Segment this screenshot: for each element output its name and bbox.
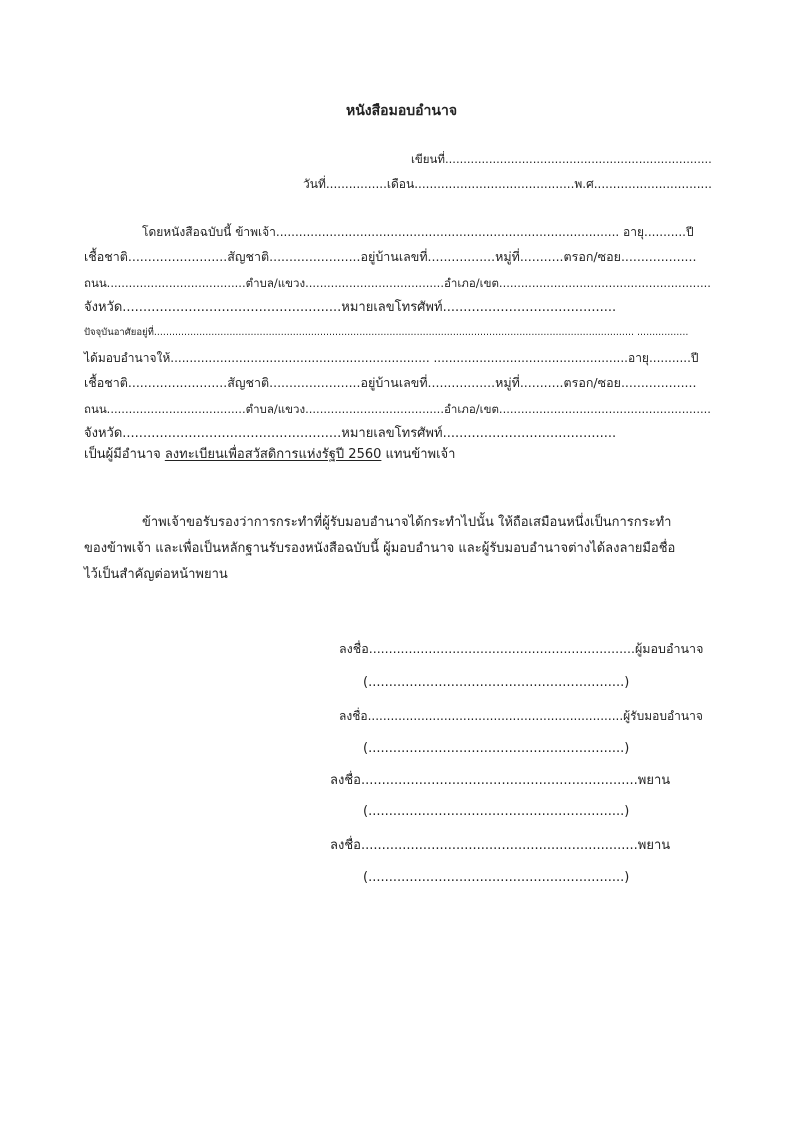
purpose-underlined: ลงทะเบียนเพื่อสวัสดิการแห่งรัฐปี 2560 — [164, 447, 382, 462]
grantor-line-5: ปัจจุบันอาศัยอยู่ที่............................................................................................................................................................... ................. — [84, 327, 689, 338]
signature-line-grantor: ลงชื่อ...................................................................ผู้มอบอำนาจ — [339, 641, 704, 656]
grantee-line-2: เชื้อชาติ.........................สัญชาติ.......................อยู่บ้านเลขที่.................หมู่ที่...........ตรอก/ซอย................... — [84, 375, 697, 390]
certification-line-2: ของข้าพเจ้า และเพื่อเป็นหลักฐานรับรองหนังสือฉบับนี้ ผู้มอบอำนาจ และผู้รับมอบอำนาจต่างได้ลงลายมือชื่อ — [84, 541, 676, 556]
signature-line-witness-2: ลงชื่อ...................................................................พยาน — [330, 838, 671, 853]
signature-name-grantee: (..............................................................) — [363, 741, 630, 756]
grantor-line-1: โดยหนังสือฉบับนี้ ข้าพเจ้า.......................................................................................... อายุ...........ปี — [142, 225, 694, 239]
signature-line-witness-1: ลงชื่อ...................................................................พยาน — [330, 773, 671, 788]
purpose-prefix: เป็นผู้มีอำนาจ — [84, 447, 165, 462]
signature-name-grantor: (..............................................................) — [363, 675, 630, 690]
signature-name-witness-1: (..............................................................) — [363, 804, 630, 819]
signature-line-grantee: ลงชื่อ...................................................................ผู้รับมอบอำนาจ — [339, 709, 703, 723]
document-title: หนังสือมอบอำนาจ — [346, 103, 458, 119]
certification-line-3: ไว้เป็นสำคัญต่อหน้าพยาน — [84, 567, 228, 582]
grantee-line-3: ถนน......................................ตำบล/แขวง......................................อำเภอ/เขต.......................................................... — [84, 402, 711, 416]
grantor-line-3: ถนน......................................ตำบล/แขวง......................................อำเภอ/เขต.......................................................... — [84, 276, 711, 290]
grantor-line-4: จังหวัด.....................................................หมายเลขโทรศัพท์.......................................... — [84, 300, 617, 315]
certification-line-1: ข้าพเจ้าขอรับรองว่าการกระทำที่ผู้รับมอบอำนาจได้กระทำไปนั้น ให้ถือเสมือนหนึ่งเป็นการกระทำ — [142, 515, 672, 530]
written-at-field: เขียนที่......................................................................... — [411, 152, 712, 166]
signature-name-witness-2: (..............................................................) — [363, 870, 630, 885]
purpose-suffix: แทนข้าพเจ้า — [381, 447, 456, 462]
grantee-line-1: ได้มอบอำนาจให้.................................................................... ...................................................อายุ...........ปี — [84, 351, 699, 365]
purpose-line — [84, 446, 455, 464]
date-field: วันที่................เดือน..........................................พ.ศ............................... — [303, 177, 712, 191]
grantee-line-4: จังหวัด.....................................................หมายเลขโทรศัพท์.......................................... — [84, 426, 617, 441]
grantor-line-2: เชื้อชาติ.........................สัญชาติ.......................อยู่บ้านเลขที่.................หมู่ที่...........ตรอก/ซอย................... — [84, 249, 697, 264]
